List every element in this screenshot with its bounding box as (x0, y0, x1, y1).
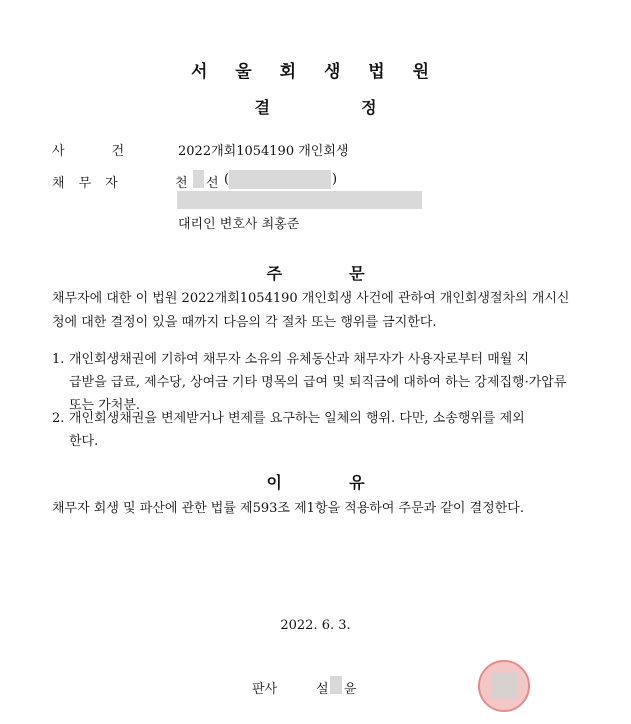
debtor-name-start: 천 (175, 176, 188, 191)
order-item-2-rest: 한다. (69, 434, 99, 449)
redaction-seal (491, 673, 517, 699)
debtor-name-end: 선 (206, 176, 219, 191)
debtor-attorney: 대리인 변호사 최홍준 (178, 217, 300, 232)
case-label (52, 140, 124, 159)
order-item-2-first-line: 개인회생채권을 변제받거나 변제를 요구하는 일체의 행위. 다만, 소송행위를 제외 (69, 411, 525, 426)
redaction-judge-name (330, 676, 342, 694)
redaction-debtor-name (193, 170, 204, 188)
decision-heading-char-2: 정 (361, 98, 377, 117)
case-number: 2022개회1054190 개인회생 (178, 144, 349, 159)
debtor-label-char-2: 무 (78, 176, 92, 191)
order-item-1-num: 1. (52, 352, 65, 367)
judge-title: 판사 (252, 682, 278, 697)
order-heading-char-1: 주 (266, 264, 282, 283)
case-label-char-2: 건 (111, 144, 125, 159)
order-heading (0, 261, 631, 284)
decision-heading (0, 95, 631, 118)
order-item-2 (52, 407, 572, 453)
redaction-debtor-id (229, 170, 331, 189)
order-heading-char-2: 문 (349, 264, 365, 283)
reason-heading-char-2: 유 (349, 473, 365, 492)
paren-close: ) (332, 172, 338, 187)
order-text: 채무자에 대한 이 법원 2022개회1054190 개인회생 사건에 관하여 개인회생절차의 개시신청에 대한 결정이 있을 때까지 다음의 각 절차 또는 행위를 금지한다. (52, 291, 570, 330)
reason-text: 채무자 회생 및 파산에 관한 법률 제593조 제1항을 적용하여 주문과 같이 결정한다. (52, 501, 524, 516)
court-seal (478, 660, 530, 712)
judge-name-start: 설 (316, 682, 329, 697)
debtor-label-char-3: 자 (105, 176, 118, 191)
paren-open: ( (224, 172, 230, 187)
debtor-label-char-1: 채 (52, 176, 65, 191)
decision-heading-char-1: 결 (254, 98, 270, 117)
order-item-1-rest: 급받을 급료, 제수당, 상여금 기타 명목의 급여 및 퇴직금에 대하여 하는 강제집행·가압류 또는 가처분. (69, 375, 567, 413)
judge-name-end: 윤 (344, 682, 357, 697)
decision-date: 2022. 6. 3. (280, 618, 351, 633)
debtor-label (52, 172, 118, 191)
court-name: 서 울 회 생 법 원 (190, 62, 441, 82)
case-label-char-1: 사 (52, 144, 65, 159)
redaction-debtor-address (177, 191, 422, 209)
order-item-1-first-line: 개인회생채권에 기하여 채무자 소유의 유체동산과 채무자가 사용자로부터 매월 지 (69, 352, 530, 367)
reason-heading-char-1: 이 (266, 473, 282, 492)
reason-heading (0, 470, 631, 493)
order-item-2-num: 2. (52, 411, 65, 426)
